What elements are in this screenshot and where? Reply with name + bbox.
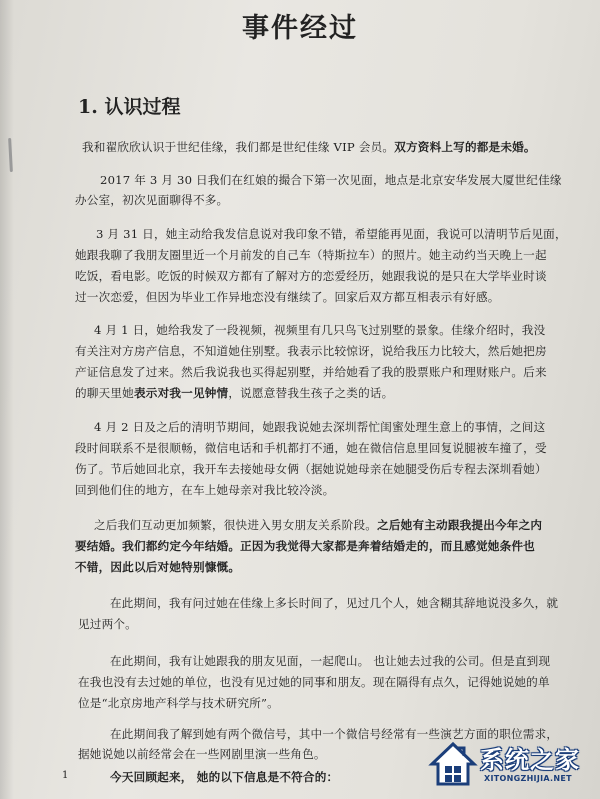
text-run-bold: 表示对我一见钟情 xyxy=(133,386,229,400)
text-run: 2017 年 3 月 30 日我们在红娘的撮合下第一次见面，地点是北京安华发展大厦世纪佳缘 xyxy=(100,173,562,187)
paragraph-line xyxy=(75,480,334,501)
text-run: 的聊天里她 xyxy=(75,386,134,400)
paragraph-line xyxy=(75,536,535,557)
text-run: 我和翟欣欣认识于世纪佳缘，我们都是世纪佳缘 VIP 会员。 xyxy=(82,140,395,154)
paragraph-line xyxy=(96,224,567,245)
watermark-url: XITONGZHIJIA.NET xyxy=(484,774,572,783)
text-run-bold: 要结婚。我们都约定今年结婚。正因为我觉得大家都是奔着结婚走的，而且感觉她条件也 xyxy=(75,539,535,553)
text-run: 有关注对方房产信息，不知道她住别墅。我表示比较惊讶，说给我压力比较大，然后她把房 xyxy=(75,344,547,358)
paragraph-line xyxy=(75,190,228,211)
paragraph-line xyxy=(75,245,547,266)
text-run: 之后我们互动更加频繁，很快进入男女朋友关系阶段。 xyxy=(94,518,378,532)
text-run-bold: 今天回顾起来， 她的以下信息是不符合的： xyxy=(110,770,339,784)
paragraph-line xyxy=(94,515,542,536)
text-run: 在此期间，我有问过她在佳缘上多长时间了，见过几个人，她含糊其辞地说没多久，就 xyxy=(110,596,559,610)
paragraph-line xyxy=(75,341,547,362)
text-run: 产证信息发了过来。然后我说我也买得起别墅，并给她看了我的股票账户和理财账户。后来 xyxy=(75,365,547,379)
paragraph-line xyxy=(78,744,326,765)
text-run: 见过两个。 xyxy=(78,617,137,631)
watermark xyxy=(428,736,596,792)
paragraph-line xyxy=(82,137,536,158)
paragraph-line xyxy=(78,614,137,635)
paragraph-line xyxy=(100,170,562,191)
watermark-name: 系统之家 xyxy=(480,746,580,774)
paragraph-line xyxy=(75,287,500,308)
text-run: 她跟我聊了我朋友圈里近一个月前发的自己车（特斯拉车）的照片。她主动约当天晚上一起 xyxy=(75,248,547,262)
text-run: 在此期间，我有让她跟我的朋友见面，一起爬山。 也让她去过我的公司。但是直到现 xyxy=(110,654,551,668)
paragraph-line xyxy=(75,362,547,383)
text-run: 办公室，初次见面聊得不多。 xyxy=(75,193,229,207)
text-run-bold: 双方资料上写的都是未婚。 xyxy=(394,140,536,154)
text-run: 过一次恋爱，但因为毕业工作异地恋没有继续了。回家后双方都互相表示有好感。 xyxy=(75,290,500,304)
text-run: 位是“北京房地产科学与技术研究所”。 xyxy=(78,696,279,710)
section-heading: 1. 认识过程 xyxy=(78,96,181,118)
text-run: 回到他们住的地方，在车上她母亲对我比较冷淡。 xyxy=(75,483,335,497)
paragraph-line xyxy=(75,266,547,287)
text-run: 在我也没有去过她的单位，也没有见过她的同事和朋友。现在隔得有点久，记得她说她的单 xyxy=(78,675,550,689)
text-run: 3 月 31 日，她主动给我发信息说对我印象不错，希望能再见面，我说可以清明节后见面， xyxy=(96,227,567,241)
text-run: 吃饭，看电影。吃饭的时候双方都有了解对方的恋爱经历，她跟我说的是只在大学毕业时谈 xyxy=(75,269,547,283)
text-run: 伤了。节后她回北京，我开车去接她母女俩（据她说她母亲在她腿受伤后专程去深圳看她） xyxy=(75,462,547,476)
paragraph-line xyxy=(78,693,279,714)
text-run: ，说愿意替我生孩子之类的话。 xyxy=(228,386,394,400)
text-run-bold: 之后她有主动跟我提出今年之内 xyxy=(377,518,543,532)
page-number: 1 xyxy=(62,770,69,781)
text-run: 据她说她以前经常会在一些网剧里演一些角色。 xyxy=(78,747,326,761)
text-run-bold: 不错，因此以后对她特别慷慨。 xyxy=(75,560,241,574)
paragraph-line xyxy=(75,383,393,404)
paragraph-line xyxy=(110,767,338,788)
paragraph-line xyxy=(75,438,547,459)
paragraph-line xyxy=(75,557,240,578)
page-edge-shadow xyxy=(0,0,14,799)
paragraph-line xyxy=(94,417,545,438)
house-logo-icon xyxy=(428,738,478,788)
text-run: 在此期间我了解到她有两个微信号，其中一个微信号经常有一些演艺方面的职位需求， xyxy=(110,727,559,741)
paragraph-line xyxy=(78,672,550,693)
text-run: 4 月 2 日及之后的清明节期间，她跟我说她去深圳帮忙闺蜜处理生意上的事情，之间这 xyxy=(94,420,546,434)
paragraph-line xyxy=(94,320,545,341)
document-title: 事件经过 xyxy=(242,13,358,44)
paragraph-line xyxy=(75,459,547,480)
paragraph-line xyxy=(110,593,558,614)
paragraph-line xyxy=(110,651,550,672)
text-run: 段时间联系不是很顺畅，微信电话和手机都打不通，她在微信信息里回复说腿被车撞了，受 xyxy=(75,441,547,455)
text-run: 4 月 1 日，她给我发了一段视频，视频里有几只鸟飞过别墅的景象。佳缘介绍时，我没 xyxy=(94,323,546,337)
